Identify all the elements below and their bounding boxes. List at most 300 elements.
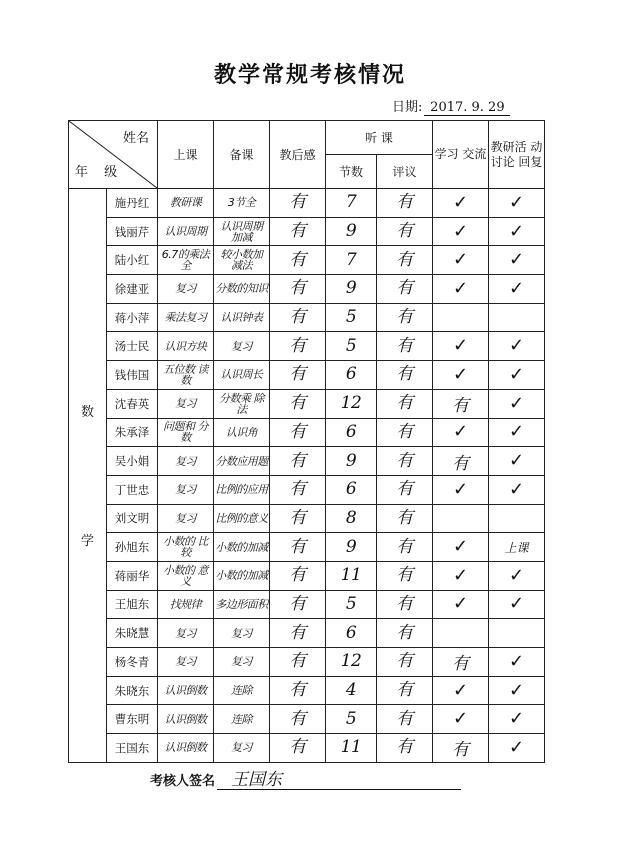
listen-comment-cell-text: 有 xyxy=(396,737,413,758)
reflection-cell xyxy=(270,332,326,361)
check-mark-icon: ✓ xyxy=(508,191,525,213)
reflection-cell-text: 有 xyxy=(289,622,306,643)
name-cell xyxy=(107,533,158,562)
listen-comment-cell xyxy=(377,189,433,218)
table-row xyxy=(69,619,545,648)
listen-comment-cell xyxy=(377,648,433,677)
listen-count-cell-text: 9 xyxy=(345,536,357,557)
study-cell xyxy=(433,734,489,763)
class-cell-text: 认识方块 xyxy=(164,339,207,353)
listen-comment-cell-text: 有 xyxy=(396,192,413,213)
class-cell xyxy=(158,561,214,590)
check-mark-icon: ✓ xyxy=(508,679,525,701)
listen-count-cell xyxy=(326,475,377,504)
prep-cell xyxy=(214,332,270,361)
class-cell xyxy=(158,504,214,533)
assessment-table xyxy=(68,120,545,763)
listen-comment-cell-text: 有 xyxy=(396,651,413,672)
study-cell xyxy=(433,590,489,619)
listen-count-cell-text: 11 xyxy=(340,737,362,758)
prep-cell-text: 比例的应用 xyxy=(215,483,268,497)
class-cell-text: 复习 xyxy=(175,454,196,468)
class-cell-text: 认识倒数 xyxy=(164,741,207,755)
listen-count-cell xyxy=(326,648,377,677)
name-cell xyxy=(107,217,158,246)
check-mark-icon: ✓ xyxy=(508,249,525,271)
reflection-cell-text: 有 xyxy=(289,737,306,758)
class-cell xyxy=(158,275,214,304)
study-cell xyxy=(433,246,489,275)
listen-count-cell-text: 5 xyxy=(345,335,357,356)
reflection-cell-text: 有 xyxy=(289,249,306,270)
reflection-cell xyxy=(270,504,326,533)
seminar-cell xyxy=(489,361,545,390)
name-cell-text: 吴小娟 xyxy=(114,454,150,469)
reflection-cell-text: 有 xyxy=(289,450,306,471)
reflection-cell xyxy=(270,648,326,677)
prep-cell xyxy=(214,389,270,418)
reflection-cell-text: 有 xyxy=(289,708,306,729)
check-mark-icon: ✓ xyxy=(452,536,469,558)
name-cell-text: 蒋小萍 xyxy=(114,310,150,325)
header-listen: 听 课 xyxy=(326,121,433,155)
listen-comment-cell xyxy=(377,705,433,734)
prep-cell-text: 比例的意义 xyxy=(215,511,268,525)
name-cell-text: 陆小红 xyxy=(114,253,150,268)
listen-comment-cell xyxy=(377,676,433,705)
study-cell-text: 有 xyxy=(452,396,470,417)
listen-count-cell xyxy=(326,734,377,763)
listen-count-cell xyxy=(326,590,377,619)
reflection-cell xyxy=(270,246,326,275)
signature-value: 王国东 xyxy=(217,771,461,790)
table-row xyxy=(69,504,545,533)
check-mark-icon: ✓ xyxy=(508,450,525,472)
listen-comment-cell xyxy=(377,418,433,447)
listen-comment-cell xyxy=(377,361,433,390)
table-row xyxy=(69,561,545,590)
name-cell-text: 王旭东 xyxy=(114,597,150,612)
header-reflection: 教后感 xyxy=(270,121,326,189)
class-cell-text: 认识周期 xyxy=(164,225,207,239)
signature-label: 考核人签名 xyxy=(150,774,216,789)
name-cell-text: 汤士民 xyxy=(114,339,150,354)
prep-cell xyxy=(214,676,270,705)
prep-cell-text: 3节全 xyxy=(227,196,256,210)
listen-count-cell-text: 8 xyxy=(345,507,357,528)
study-cell xyxy=(433,389,489,418)
name-cell-text: 朱晓东 xyxy=(114,683,150,698)
table-row xyxy=(69,676,545,705)
seminar-cell xyxy=(489,246,545,275)
class-cell xyxy=(158,189,214,218)
prep-cell xyxy=(214,246,270,275)
table-row xyxy=(69,217,545,246)
reflection-cell xyxy=(270,590,326,619)
prep-cell-text: 复习 xyxy=(231,626,252,640)
check-mark-icon: ✓ xyxy=(452,249,469,271)
class-cell-text: 乘法复习 xyxy=(164,311,207,325)
study-cell xyxy=(433,676,489,705)
listen-comment-cell-text: 有 xyxy=(396,421,413,442)
reflection-cell xyxy=(270,418,326,447)
name-cell xyxy=(107,418,158,447)
class-cell-text: 找规律 xyxy=(169,597,202,611)
reflection-cell xyxy=(270,389,326,418)
listen-comment-cell xyxy=(377,504,433,533)
prep-cell xyxy=(214,361,270,390)
date-value: 2017. 9. 29 xyxy=(424,100,510,116)
name-cell xyxy=(107,475,158,504)
study-cell xyxy=(433,648,489,677)
table-row xyxy=(69,475,545,504)
reflection-cell-text: 有 xyxy=(289,192,306,213)
check-mark-icon: ✓ xyxy=(452,564,469,586)
prep-cell xyxy=(214,504,270,533)
listen-count-cell-text: 5 xyxy=(345,307,357,328)
seminar-cell xyxy=(489,504,545,533)
check-mark-icon: ✓ xyxy=(508,421,525,443)
listen-comment-cell xyxy=(377,734,433,763)
class-cell-text: 6.7的乘法 全 xyxy=(161,248,210,273)
seminar-cell xyxy=(489,303,545,332)
table-row xyxy=(69,648,545,677)
listen-comment-cell-text: 有 xyxy=(396,593,413,614)
reflection-cell xyxy=(270,676,326,705)
class-cell-text: 五位数 读数 xyxy=(163,362,208,387)
listen-comment-cell-text: 有 xyxy=(396,307,413,328)
reflection-cell-text: 有 xyxy=(289,364,306,385)
check-mark-icon: ✓ xyxy=(508,708,525,730)
listen-comment-cell xyxy=(377,332,433,361)
prep-cell xyxy=(214,705,270,734)
listen-comment-cell xyxy=(377,275,433,304)
name-cell xyxy=(107,590,158,619)
name-cell xyxy=(107,734,158,763)
listen-count-cell-text: 12 xyxy=(340,651,362,672)
prep-cell xyxy=(214,475,270,504)
study-cell xyxy=(433,533,489,562)
prep-cell xyxy=(214,447,270,476)
listen-count-cell xyxy=(326,389,377,418)
prep-cell-text: 复习 xyxy=(231,339,252,353)
table-row xyxy=(69,533,545,562)
seminar-cell xyxy=(489,705,545,734)
study-cell xyxy=(433,332,489,361)
listen-comment-cell xyxy=(377,561,433,590)
prep-cell xyxy=(214,734,270,763)
listen-comment-cell xyxy=(377,447,433,476)
seminar-cell xyxy=(489,561,545,590)
header-study: 学习 交流 xyxy=(433,121,489,189)
table-row xyxy=(69,303,545,332)
table-row xyxy=(69,246,545,275)
name-cell xyxy=(107,561,158,590)
check-mark-icon: ✓ xyxy=(508,363,525,385)
listen-comment-cell xyxy=(377,475,433,504)
listen-count-cell-text: 9 xyxy=(345,221,357,242)
prep-cell xyxy=(214,590,270,619)
subject-char: 数 xyxy=(80,405,94,421)
name-cell xyxy=(107,447,158,476)
listen-count-cell xyxy=(326,533,377,562)
reflection-cell-text: 有 xyxy=(289,565,306,586)
class-cell xyxy=(158,418,214,447)
class-cell-text: 复习 xyxy=(175,626,196,640)
seminar-cell xyxy=(489,217,545,246)
prep-cell-text: 连除 xyxy=(231,684,252,698)
name-cell-text: 曹东明 xyxy=(114,712,150,727)
name-cell xyxy=(107,361,158,390)
class-cell-text: 复习 xyxy=(175,397,196,411)
listen-comment-cell-text: 有 xyxy=(396,479,413,500)
study-cell xyxy=(433,303,489,332)
check-mark-icon: ✓ xyxy=(452,679,469,701)
listen-count-cell-text: 12 xyxy=(340,393,362,414)
seminar-cell xyxy=(489,418,545,447)
study-cell-text: 有 xyxy=(452,654,470,675)
prep-cell xyxy=(214,189,270,218)
header-listen-comment: 评议 xyxy=(377,155,433,189)
signature-line xyxy=(150,770,461,790)
page-title: 教学常规考核情况 xyxy=(213,62,406,88)
table-row xyxy=(69,189,545,218)
table-row xyxy=(69,389,545,418)
class-cell xyxy=(158,619,214,648)
check-mark-icon: ✓ xyxy=(452,421,469,443)
listen-count-cell xyxy=(326,561,377,590)
class-cell-text: 复习 xyxy=(175,655,196,669)
reflection-cell xyxy=(270,275,326,304)
name-cell-text: 沈春英 xyxy=(114,396,150,411)
prep-cell-text: 连除 xyxy=(231,712,252,726)
class-cell xyxy=(158,705,214,734)
name-cell-text: 朱承泽 xyxy=(114,425,150,440)
class-cell xyxy=(158,648,214,677)
name-cell xyxy=(107,676,158,705)
class-cell xyxy=(158,246,214,275)
table-row xyxy=(69,275,545,304)
date-label: 日期: xyxy=(392,100,423,115)
diagonal-header-cell xyxy=(69,121,158,189)
name-cell-text: 杨冬青 xyxy=(114,654,150,669)
header-listen-count: 节数 xyxy=(326,155,377,189)
check-mark-icon: ✓ xyxy=(452,220,469,242)
name-cell xyxy=(107,332,158,361)
listen-count-cell xyxy=(326,447,377,476)
table-row xyxy=(69,590,545,619)
study-cell-text: 有 xyxy=(452,453,470,474)
name-cell-text: 丁世忠 xyxy=(114,482,150,497)
reflection-cell-text: 有 xyxy=(289,593,306,614)
seminar-cell xyxy=(489,447,545,476)
date-line xyxy=(392,96,510,116)
listen-count-cell-text: 6 xyxy=(345,622,357,643)
class-cell xyxy=(158,217,214,246)
class-cell-text: 认识倒数 xyxy=(164,684,207,698)
check-mark-icon: ✓ xyxy=(508,335,525,357)
name-cell xyxy=(107,619,158,648)
class-cell-text: 小数的 意义 xyxy=(163,563,208,588)
check-mark-icon: ✓ xyxy=(508,736,525,758)
class-cell-text: 问题和 分数 xyxy=(163,420,208,445)
reflection-cell-text: 有 xyxy=(289,393,306,414)
listen-comment-cell-text: 有 xyxy=(396,536,413,557)
name-cell-text: 施丹红 xyxy=(114,195,150,210)
table-row xyxy=(69,734,545,763)
reflection-cell-text: 有 xyxy=(289,507,306,528)
listen-count-cell-text: 11 xyxy=(340,565,362,586)
study-cell xyxy=(433,705,489,734)
listen-count-cell-text: 5 xyxy=(345,708,357,729)
class-cell xyxy=(158,389,214,418)
listen-comment-cell xyxy=(377,590,433,619)
listen-count-cell-text: 9 xyxy=(345,450,357,471)
check-mark-icon: ✓ xyxy=(508,277,525,299)
listen-count-cell xyxy=(326,619,377,648)
class-cell xyxy=(158,734,214,763)
name-cell xyxy=(107,275,158,304)
listen-count-cell xyxy=(326,246,377,275)
study-cell xyxy=(433,475,489,504)
reflection-cell-text: 有 xyxy=(289,307,306,328)
name-cell-text: 孙旭东 xyxy=(114,540,150,555)
prep-cell-text: 分数乘 除法 xyxy=(219,391,264,416)
prep-cell-text: 认识角 xyxy=(225,425,258,439)
check-mark-icon: ✓ xyxy=(508,593,525,615)
study-cell xyxy=(433,275,489,304)
prep-cell xyxy=(214,275,270,304)
name-cell-text: 钱伟国 xyxy=(114,367,150,382)
prep-cell xyxy=(214,619,270,648)
class-cell xyxy=(158,447,214,476)
name-cell-text: 徐建亚 xyxy=(114,281,150,296)
class-cell-text: 复习 xyxy=(175,511,196,525)
seminar-cell-text: 上课 xyxy=(504,540,529,555)
listen-comment-cell-text: 有 xyxy=(396,278,413,299)
name-cell-text: 蒋丽华 xyxy=(114,568,150,583)
table-row xyxy=(69,332,545,361)
header-prep: 备课 xyxy=(214,121,270,189)
listen-comment-cell-text: 有 xyxy=(396,364,413,385)
table-row xyxy=(69,418,545,447)
listen-count-cell xyxy=(326,303,377,332)
reflection-cell xyxy=(270,533,326,562)
prep-cell xyxy=(214,418,270,447)
class-cell xyxy=(158,590,214,619)
seminar-cell xyxy=(489,676,545,705)
seminar-cell xyxy=(489,590,545,619)
prep-cell-text: 认识钟表 xyxy=(220,311,263,325)
check-mark-icon: ✓ xyxy=(508,650,525,672)
check-mark-icon: ✓ xyxy=(508,392,525,414)
reflection-cell xyxy=(270,361,326,390)
seminar-cell xyxy=(489,332,545,361)
header-class: 上课 xyxy=(158,121,214,189)
subject-cell xyxy=(69,189,107,763)
study-cell xyxy=(433,217,489,246)
name-cell-text: 朱晓慧 xyxy=(114,626,150,641)
reflection-cell-text: 有 xyxy=(289,421,306,442)
study-cell xyxy=(433,619,489,648)
listen-comment-cell-text: 有 xyxy=(396,622,413,643)
seminar-cell xyxy=(489,275,545,304)
prep-cell-text: 复习 xyxy=(231,655,252,669)
listen-comment-cell-text: 有 xyxy=(396,221,413,242)
name-cell xyxy=(107,705,158,734)
reflection-cell xyxy=(270,734,326,763)
listen-count-cell xyxy=(326,418,377,447)
table-row xyxy=(69,361,545,390)
check-mark-icon: ✓ xyxy=(452,708,469,730)
subject-char: 学 xyxy=(80,534,94,550)
prep-cell-text: 多边形面积 xyxy=(215,597,268,611)
prep-cell-text: 小数的加减 xyxy=(215,569,268,583)
study-cell xyxy=(433,361,489,390)
reflection-cell xyxy=(270,217,326,246)
seminar-cell xyxy=(489,189,545,218)
seminar-cell xyxy=(489,734,545,763)
prep-cell-text: 认识周期 加减 xyxy=(220,219,263,244)
seminar-cell xyxy=(489,475,545,504)
header-grade: 年 级 xyxy=(75,165,124,180)
reflection-cell xyxy=(270,561,326,590)
name-cell xyxy=(107,648,158,677)
reflection-cell xyxy=(270,189,326,218)
prep-cell xyxy=(214,648,270,677)
class-cell xyxy=(158,361,214,390)
header-seminar: 教研活 动讨论 回复 xyxy=(489,121,545,189)
listen-count-cell xyxy=(326,217,377,246)
listen-comment-cell-text: 有 xyxy=(396,393,413,414)
listen-count-cell xyxy=(326,361,377,390)
reflection-cell-text: 有 xyxy=(289,278,306,299)
reflection-cell-text: 有 xyxy=(289,680,306,701)
listen-comment-cell-text: 有 xyxy=(396,249,413,270)
listen-comment-cell xyxy=(377,246,433,275)
prep-cell xyxy=(214,303,270,332)
class-cell-text: 教研课 xyxy=(169,196,202,210)
listen-comment-cell-text: 有 xyxy=(396,450,413,471)
study-cell xyxy=(433,418,489,447)
class-cell xyxy=(158,303,214,332)
listen-count-cell xyxy=(326,332,377,361)
listen-count-cell xyxy=(326,504,377,533)
header-name: 姓名 xyxy=(122,131,149,146)
prep-cell-text: 较小数加 减法 xyxy=(220,248,263,273)
prep-cell-text: 小数的加减 xyxy=(215,540,268,554)
check-mark-icon: ✓ xyxy=(452,191,469,213)
class-cell xyxy=(158,475,214,504)
study-cell xyxy=(433,504,489,533)
study-cell-text: 有 xyxy=(452,740,470,761)
name-cell-text: 刘文明 xyxy=(114,511,150,526)
check-mark-icon: ✓ xyxy=(508,220,525,242)
class-cell-text: 认识倒数 xyxy=(164,712,207,726)
listen-count-cell-text: 7 xyxy=(345,192,357,213)
table-row xyxy=(69,705,545,734)
name-cell-text: 钱丽芹 xyxy=(114,224,150,239)
seminar-cell xyxy=(489,533,545,562)
check-mark-icon: ✓ xyxy=(452,335,469,357)
table-row xyxy=(69,447,545,476)
listen-count-cell xyxy=(326,275,377,304)
reflection-cell-text: 有 xyxy=(289,536,306,557)
listen-comment-cell-text: 有 xyxy=(396,708,413,729)
listen-comment-cell xyxy=(377,533,433,562)
seminar-cell xyxy=(489,619,545,648)
seminar-cell xyxy=(489,389,545,418)
